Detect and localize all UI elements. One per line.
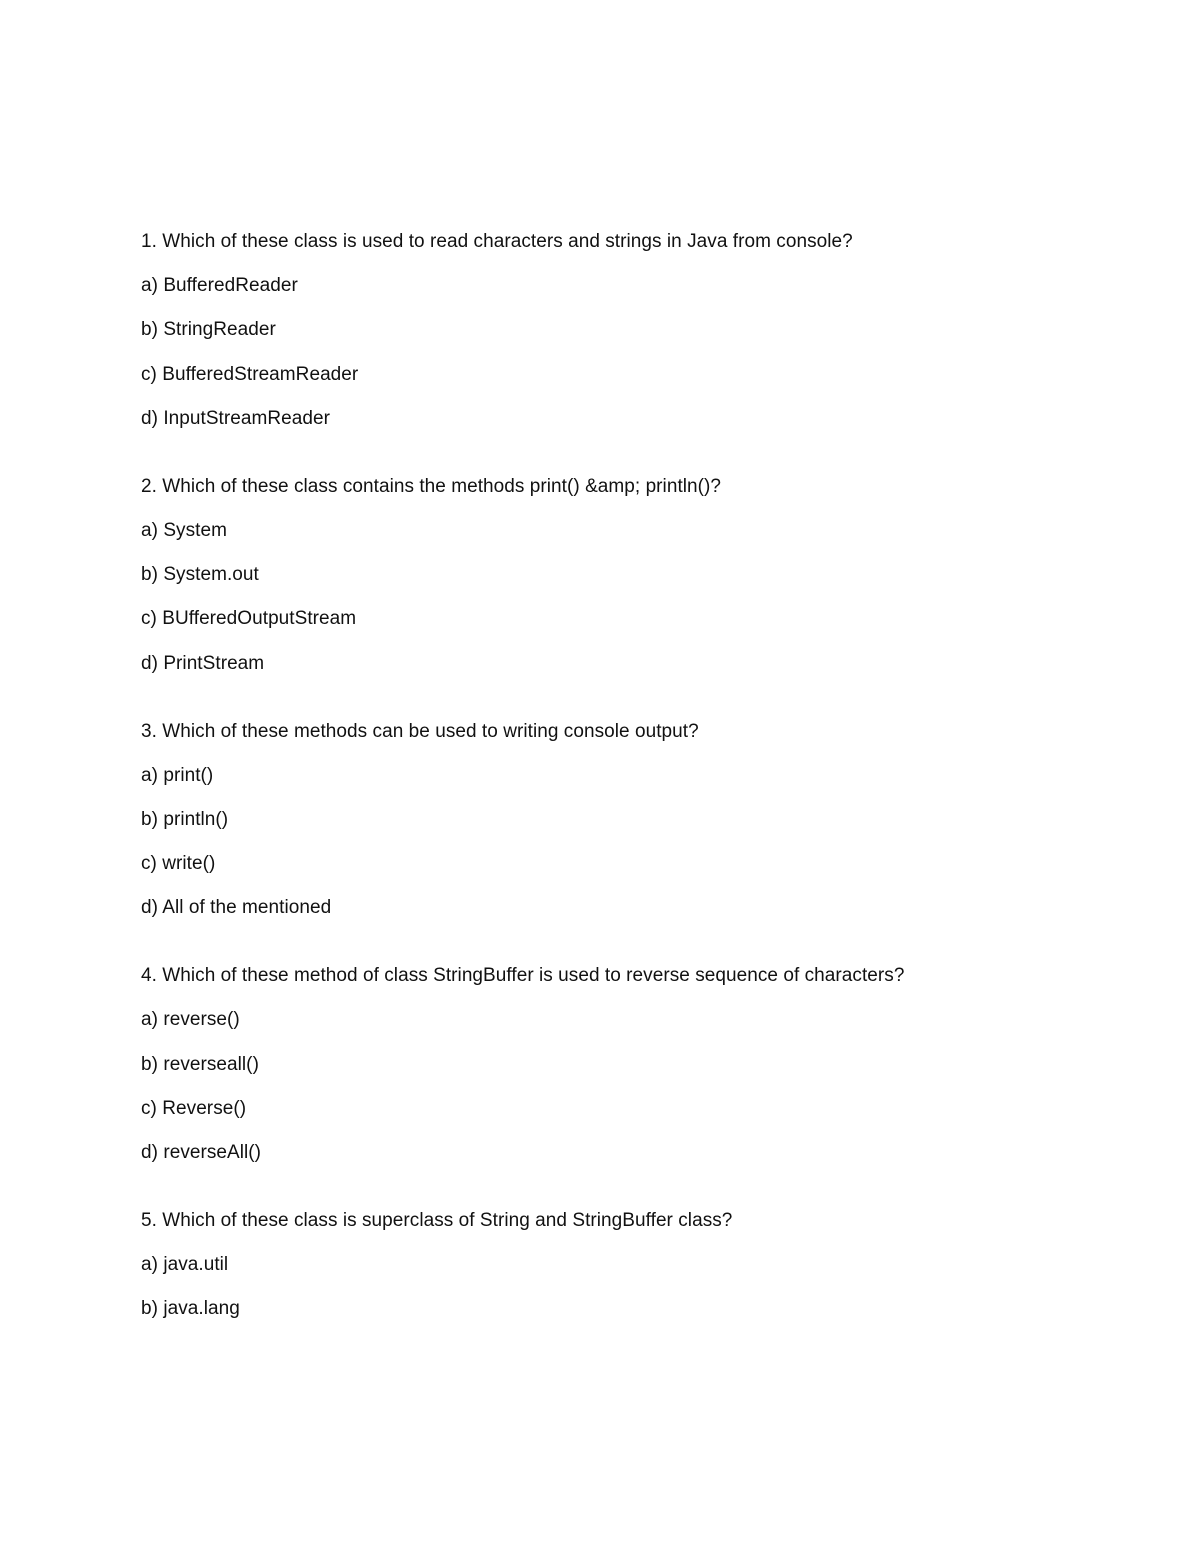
answer-option: a) System — [141, 519, 227, 541]
question-text: 1. Which of these class is used to read characters and strings in Java from console? — [141, 231, 853, 252]
answer-option: d) InputStreamReader — [141, 407, 330, 429]
answer-option: b) println() — [141, 808, 229, 830]
question-4 — [141, 964, 1101, 1165]
answer-option: c) BufferedStreamReader — [141, 363, 359, 385]
answer-option: c) write() — [141, 853, 216, 875]
answer-option: c) Reverse() — [141, 1097, 247, 1119]
question-5 — [141, 1209, 1101, 1321]
question-text: 5. Which of these class is superclass of String and StringBuffer class? — [141, 1210, 733, 1231]
question-1 — [141, 230, 1101, 431]
answer-option: b) java.lang — [141, 1298, 240, 1320]
question-text: 4. Which of these method of class StringBuffer is used to reverse sequence of characters? — [141, 965, 905, 987]
question-3 — [141, 720, 1101, 921]
answer-option: b) System.out — [141, 564, 259, 586]
answer-option: a) BufferedReader — [141, 275, 298, 297]
answer-option: c) BUfferedOutputStream — [141, 608, 357, 630]
question-text: 3. Which of these methods can be used to writing console output? — [141, 720, 699, 742]
quiz-content — [141, 230, 1101, 1321]
answer-option: a) reverse() — [141, 1009, 240, 1031]
answer-option: b) StringReader — [141, 319, 276, 341]
answer-option: a) print() — [141, 764, 214, 786]
question-2 — [141, 475, 1101, 676]
question-text: 2. Which of these class contains the methods print() &amp; println()? — [141, 475, 722, 497]
answer-option: d) reverseAll() — [141, 1142, 262, 1163]
answer-option: d) PrintStream — [141, 652, 265, 674]
answer-option: d) All of the mentioned — [141, 897, 332, 919]
answer-option: b) reverseall() — [141, 1053, 259, 1075]
answer-option: a) java.util — [141, 1254, 229, 1276]
